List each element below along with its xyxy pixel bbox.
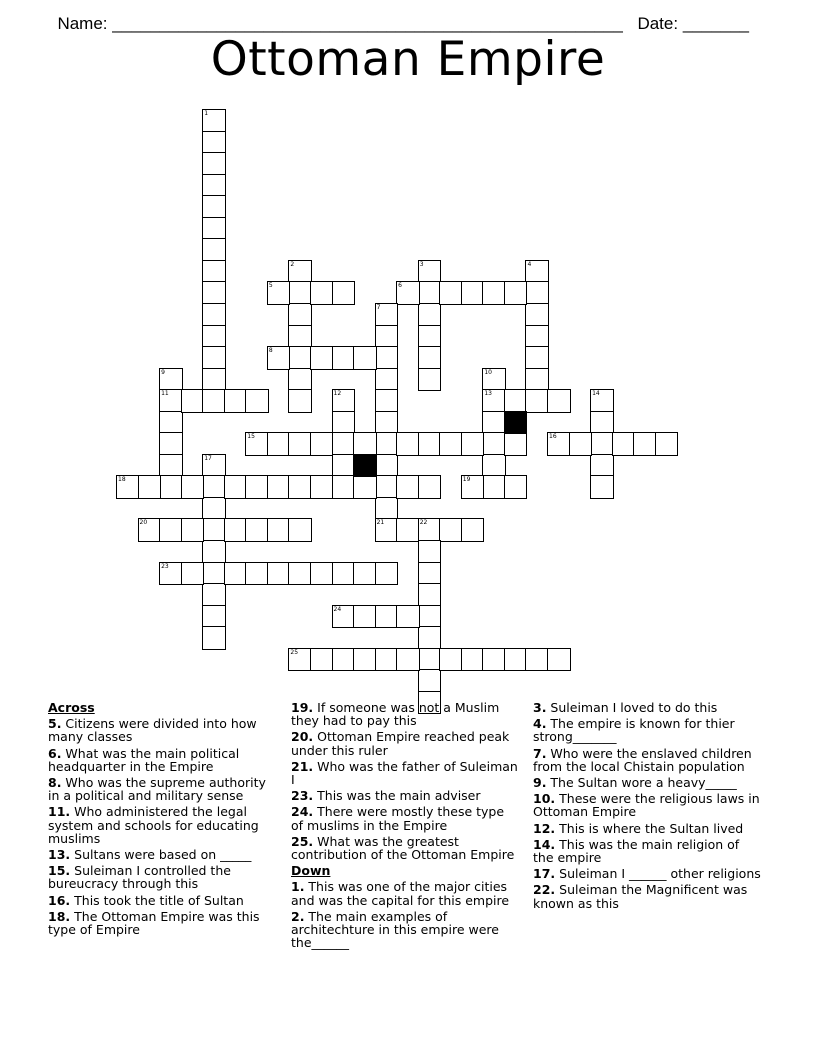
- grid-cell[interactable]: [245, 432, 269, 456]
- grid-cell[interactable]: [439, 281, 463, 305]
- clue-number: 11.: [48, 804, 71, 820]
- grid-cell[interactable]: [590, 432, 614, 456]
- grid-cell[interactable]: [267, 475, 291, 499]
- grid-cell[interactable]: [353, 346, 377, 370]
- clue-number: 24.: [291, 804, 314, 820]
- grid-cell[interactable]: [375, 346, 399, 370]
- clue-number: 12.: [533, 820, 556, 836]
- clue-item: [533, 701, 763, 714]
- grid-cell[interactable]: [159, 518, 183, 542]
- clue-item: [533, 883, 763, 909]
- grid-cell[interactable]: [332, 432, 356, 456]
- grid-cell[interactable]: [525, 346, 549, 370]
- grid-cell[interactable]: [612, 432, 636, 456]
- clue-text: Citizens were divided into how many classes: [48, 716, 257, 745]
- clue-text: What was the main political headquarter in the Empire: [48, 745, 240, 774]
- clue-number: 3: [419, 260, 424, 268]
- grid-cell[interactable]: [590, 475, 614, 499]
- grid-cell[interactable]: [245, 518, 269, 542]
- clue-item: [291, 880, 519, 906]
- grid-cell[interactable]: [439, 648, 463, 672]
- grid-cell[interactable]: [418, 432, 442, 456]
- clue-number: 9: [161, 368, 165, 376]
- grid-cell[interactable]: [375, 303, 399, 327]
- grid-cell[interactable]: [418, 368, 442, 392]
- clue-number: 1: [204, 110, 209, 117]
- grid-cell[interactable]: [181, 475, 205, 499]
- grid-cell[interactable]: [332, 475, 356, 499]
- clues-column-2: [291, 701, 519, 952]
- grid-cell[interactable]: [525, 303, 549, 327]
- clue-number: 21: [376, 519, 385, 527]
- grid-cell[interactable]: [202, 109, 226, 133]
- clue-number: 17.: [533, 866, 556, 882]
- grid-cell[interactable]: [375, 411, 399, 435]
- grid-cell[interactable]: [267, 346, 291, 370]
- clue-text: This took the title of Sultan: [70, 892, 244, 908]
- clue-item: [48, 894, 270, 907]
- grid-cell[interactable]: [332, 346, 356, 370]
- clue-number: 6.: [48, 745, 62, 761]
- grid-cell[interactable]: [590, 454, 614, 478]
- grid-cell[interactable]: [138, 518, 162, 542]
- clue-number: 8: [268, 347, 273, 355]
- grid-cell[interactable]: [418, 562, 442, 586]
- grid-cell[interactable]: [267, 281, 291, 305]
- clue-text: The main examples of architechture in this empire were the______: [291, 908, 499, 951]
- clue-item: [291, 789, 519, 802]
- grid-cell[interactable]: [310, 281, 334, 305]
- grid-cell[interactable]: [525, 389, 549, 413]
- grid-cell[interactable]: [375, 368, 399, 392]
- grid-cell[interactable]: [159, 389, 183, 413]
- grid-cell[interactable]: [310, 648, 334, 672]
- grid-cell[interactable]: [202, 389, 226, 413]
- grid-cell[interactable]: [590, 389, 614, 413]
- clue-text: Sultans were based on _____: [70, 847, 252, 863]
- clue-text: There were mostly these type of muslims in the Empire: [291, 804, 505, 833]
- grid-cell[interactable]: [418, 303, 442, 327]
- grid-cell[interactable]: [547, 432, 571, 456]
- grid-block: [504, 411, 528, 435]
- grid-cell[interactable]: [310, 475, 334, 499]
- clue-item: [291, 805, 519, 831]
- clue-number: 23: [161, 562, 169, 570]
- clue-text: This was the main adviser: [313, 788, 481, 804]
- clue-item: [48, 805, 270, 845]
- grid-cell[interactable]: [288, 648, 312, 672]
- grid-cell[interactable]: [504, 432, 528, 456]
- clue-number: 19.: [291, 700, 314, 715]
- name-label: Name:: [57, 14, 113, 33]
- clue-number: 5: [268, 282, 273, 290]
- grid-cell[interactable]: [224, 389, 248, 413]
- grid-cell[interactable]: [181, 562, 205, 586]
- grid-cell[interactable]: [332, 389, 356, 413]
- clue-number: 16: [549, 433, 557, 441]
- grid-cell[interactable]: [288, 281, 312, 305]
- grid-cell[interactable]: [482, 432, 506, 456]
- clue-item: [48, 717, 270, 743]
- clue-text: The Ottoman Empire was this type of Empire: [48, 908, 260, 938]
- grid-cell[interactable]: [439, 518, 463, 542]
- grid-cell[interactable]: [181, 518, 205, 542]
- clue-text: This was the main religion of the empire: [533, 836, 740, 866]
- grid-cell[interactable]: [202, 174, 226, 198]
- grid-cell[interactable]: [202, 281, 226, 305]
- clue-text: Suleiman the Magnificent was known as this: [533, 882, 748, 911]
- clue-text: Who was the supreme authority in a political and military sense: [48, 775, 266, 804]
- grid-cell[interactable]: [202, 562, 226, 586]
- grid-cell[interactable]: [332, 281, 356, 305]
- grid-cell[interactable]: [288, 346, 312, 370]
- clue-text: The empire is known for thier strong_______: [533, 716, 735, 745]
- grid-cell[interactable]: [202, 131, 226, 155]
- grid-cell[interactable]: [202, 497, 226, 521]
- clue-number: 17: [204, 454, 212, 462]
- clue-number: 3.: [533, 700, 547, 715]
- clue-item: [48, 864, 270, 890]
- grid-cell[interactable]: [439, 432, 463, 456]
- grid-cell[interactable]: [418, 669, 442, 693]
- grid-cell[interactable]: [159, 368, 183, 392]
- grid-cell[interactable]: [202, 217, 226, 241]
- grid-cell[interactable]: [159, 454, 183, 478]
- grid-cell[interactable]: [418, 583, 442, 607]
- clue-text: These were the religious laws in Ottoman Empire: [533, 791, 760, 820]
- clue-number: 4.: [533, 716, 547, 732]
- clue-number: 7: [376, 303, 381, 311]
- clue-item: [533, 838, 763, 864]
- grid-cell[interactable]: [482, 475, 506, 499]
- grid-cell[interactable]: [418, 475, 442, 499]
- grid-cell[interactable]: [159, 562, 183, 586]
- clues-column-3: [533, 701, 763, 913]
- clue-number: 7.: [533, 745, 547, 761]
- clue-text: Ottoman Empire reached peak under this ruler: [291, 729, 510, 758]
- grid-cell[interactable]: [288, 325, 312, 349]
- grid-cell[interactable]: [461, 475, 485, 499]
- grid-cell[interactable]: [288, 303, 312, 327]
- clue-text: Who were the enslaved children from the local Chistain population: [533, 745, 752, 774]
- clue-item: [48, 848, 270, 861]
- grid-cell[interactable]: [288, 368, 312, 392]
- grid-cell[interactable]: [569, 432, 593, 456]
- grid-cell[interactable]: [288, 432, 312, 456]
- clue-item: [533, 776, 763, 789]
- grid-cell[interactable]: [525, 368, 549, 392]
- clue-number: 10: [484, 368, 492, 376]
- grid-cell[interactable]: [159, 432, 183, 456]
- grid-cell[interactable]: [396, 518, 420, 542]
- grid-cell[interactable]: [202, 303, 226, 327]
- clue-item: [291, 701, 519, 727]
- grid-cell[interactable]: [418, 626, 442, 650]
- grid-cell[interactable]: [202, 605, 226, 629]
- grid-cell[interactable]: [461, 648, 485, 672]
- grid-cell[interactable]: [461, 432, 485, 456]
- grid-cell[interactable]: [375, 605, 399, 629]
- grid-cell[interactable]: [224, 562, 248, 586]
- clue-text: Who administered the legal system and schools for educating muslims: [48, 804, 259, 846]
- clue-number: 19: [462, 476, 471, 484]
- clue-number: 11: [161, 390, 169, 398]
- clue-number: 14.: [533, 836, 556, 852]
- grid-cell[interactable]: [525, 325, 549, 349]
- grid-cell[interactable]: [482, 389, 506, 413]
- grid-cell[interactable]: [310, 432, 334, 456]
- clue-number: 5.: [48, 716, 62, 732]
- clue-number: 10.: [533, 791, 556, 807]
- clue-number: 24: [333, 605, 342, 613]
- grid-cell[interactable]: [655, 432, 679, 456]
- grid-cell[interactable]: [482, 281, 506, 305]
- grid-cell[interactable]: [267, 518, 291, 542]
- clue-item: [533, 717, 763, 743]
- grid-cell[interactable]: [245, 475, 269, 499]
- grid-cell[interactable]: [332, 454, 356, 478]
- grid-cell[interactable]: [396, 281, 420, 305]
- clue-text: This is where the Sultan lived: [555, 820, 744, 836]
- grid-cell[interactable]: [461, 281, 485, 305]
- grid-cell[interactable]: [353, 562, 377, 586]
- clue-item: [533, 747, 763, 773]
- grid-cell[interactable]: [375, 518, 399, 542]
- grid-cell[interactable]: [138, 475, 162, 499]
- name-blank[interactable]: ______________________________________________________: [112, 14, 623, 33]
- clue-number: 20: [139, 519, 148, 527]
- grid-cell[interactable]: [181, 389, 205, 413]
- grid-cell[interactable]: [418, 325, 442, 349]
- grid-cell[interactable]: [504, 648, 528, 672]
- grid-cell[interactable]: [418, 281, 442, 305]
- grid-cell[interactable]: [202, 346, 226, 370]
- grid-cell[interactable]: [418, 260, 442, 284]
- grid-cell[interactable]: [202, 518, 226, 542]
- grid-cell[interactable]: [202, 540, 226, 564]
- clue-item: [291, 835, 519, 861]
- clue-number: 4: [527, 260, 532, 268]
- grid-cell[interactable]: [288, 562, 312, 586]
- grid-cell[interactable]: [396, 475, 420, 499]
- grid-cell[interactable]: [332, 562, 356, 586]
- clue-number: 8.: [48, 775, 62, 791]
- grid-cell[interactable]: [224, 475, 248, 499]
- grid-cell[interactable]: [332, 411, 356, 435]
- grid-cell[interactable]: [525, 281, 549, 305]
- grid-cell[interactable]: [396, 605, 420, 629]
- grid-cell[interactable]: [353, 605, 377, 629]
- grid-cell[interactable]: [396, 648, 420, 672]
- clue-number: 18.: [48, 908, 71, 924]
- grid-cell[interactable]: [482, 411, 506, 435]
- clue-number: 22.: [533, 882, 556, 898]
- clue-item: [291, 910, 519, 950]
- clue-item: [533, 867, 763, 880]
- grid-cell[interactable]: [288, 389, 312, 413]
- grid-cell[interactable]: [310, 346, 334, 370]
- grid-cell[interactable]: [202, 152, 226, 176]
- clue-number: 23.: [291, 788, 314, 804]
- clue-item: [48, 910, 270, 936]
- grid-cell[interactable]: [525, 648, 549, 672]
- grid-cell[interactable]: [418, 648, 442, 672]
- grid-cell[interactable]: [353, 432, 377, 456]
- clue-number: 2: [290, 260, 295, 268]
- grid-cell[interactable]: [159, 475, 183, 499]
- clue-number: 13: [484, 390, 492, 398]
- clue-number: 1.: [291, 879, 305, 895]
- grid-cell[interactable]: [375, 497, 399, 521]
- grid-cell[interactable]: [116, 475, 140, 499]
- grid-cell[interactable]: [310, 562, 334, 586]
- grid-cell[interactable]: [375, 562, 399, 586]
- clue-number: 15: [247, 433, 255, 441]
- grid-cell[interactable]: [504, 475, 528, 499]
- clue-text: This was one of the major cities and was the capital for this empire: [291, 879, 510, 908]
- grid-cell[interactable]: [375, 432, 399, 456]
- clue-number: 15.: [48, 863, 71, 879]
- grid-cell[interactable]: [547, 389, 571, 413]
- clue-number: 16.: [48, 892, 71, 908]
- grid-cell[interactable]: [504, 281, 528, 305]
- grid-cell[interactable]: [224, 518, 248, 542]
- grid-cell[interactable]: [159, 411, 183, 435]
- clue-number: 12: [333, 390, 342, 398]
- clue-number: 6: [398, 282, 402, 290]
- grid-cell[interactable]: [267, 432, 291, 456]
- clue-item: [291, 760, 519, 786]
- clue-item: [48, 747, 270, 773]
- grid-cell[interactable]: [288, 475, 312, 499]
- grid-cell[interactable]: [633, 432, 657, 456]
- clue-number: 21.: [291, 758, 314, 774]
- grid-cell[interactable]: [288, 518, 312, 542]
- date-blank[interactable]: _______: [682, 14, 749, 33]
- grid-cell[interactable]: [482, 648, 506, 672]
- clue-number: 25.: [291, 833, 314, 849]
- clue-number: 25: [290, 648, 299, 656]
- grid-cell[interactable]: [375, 454, 399, 478]
- clue-item: [291, 730, 519, 756]
- clue-number: 18: [118, 476, 126, 484]
- clue-number: 22: [419, 519, 428, 527]
- clue-text: Suleiman I loved to do this: [546, 700, 718, 715]
- grid-cell[interactable]: [202, 475, 226, 499]
- clue-number: 13.: [48, 847, 71, 863]
- grid-cell[interactable]: [288, 260, 312, 284]
- clue-text: The Sultan wore a heavy_____: [546, 775, 737, 791]
- grid-cell[interactable]: [375, 389, 399, 413]
- clue-item: [533, 792, 763, 818]
- grid-cell[interactable]: [202, 454, 226, 478]
- clue-item: [533, 822, 763, 835]
- clue-number: 2.: [291, 908, 305, 924]
- grid-cell[interactable]: [461, 518, 485, 542]
- clue-number: 14: [592, 390, 600, 398]
- grid-cell[interactable]: [482, 368, 506, 392]
- grid-cell[interactable]: [202, 238, 226, 262]
- across_heading-heading: Across: [48, 700, 95, 715]
- grid-cell[interactable]: [245, 389, 269, 413]
- grid-cell[interactable]: [332, 648, 356, 672]
- grid-cell[interactable]: [396, 432, 420, 456]
- grid-cell[interactable]: [202, 260, 226, 284]
- grid-cell[interactable]: [202, 368, 226, 392]
- grid-cell[interactable]: [202, 325, 226, 349]
- grid-cell[interactable]: [353, 475, 377, 499]
- clue-text: Who was the father of Suleiman I: [291, 758, 518, 788]
- grid-cell[interactable]: [375, 648, 399, 672]
- grid-cell[interactable]: [418, 518, 442, 542]
- grid-cell[interactable]: [375, 325, 399, 349]
- clues-column-1: [48, 701, 270, 939]
- clue-number: 20.: [291, 729, 314, 745]
- grid-cell[interactable]: [353, 648, 377, 672]
- grid-cell[interactable]: [418, 605, 442, 629]
- clue-text: If someone was not a Muslim they had to pay this: [291, 700, 500, 729]
- grid-cell[interactable]: [245, 562, 269, 586]
- grid-cell[interactable]: [547, 648, 571, 672]
- page-title: Ottoman Empire: [210, 32, 606, 87]
- grid-cell[interactable]: [375, 475, 399, 499]
- clue-text: Suleiman I ______ other religions: [555, 866, 761, 882]
- grid-cell[interactable]: [482, 454, 506, 478]
- grid-block: [353, 454, 377, 478]
- grid-cell[interactable]: [590, 411, 614, 435]
- grid-cell[interactable]: [202, 195, 226, 219]
- grid-cell[interactable]: [525, 260, 549, 284]
- grid-cell[interactable]: [202, 626, 226, 650]
- grid-cell[interactable]: [504, 389, 528, 413]
- clue-item: [48, 776, 270, 802]
- grid-cell[interactable]: [332, 605, 356, 629]
- date-label: Date:: [637, 14, 683, 33]
- grid-cell[interactable]: [267, 562, 291, 586]
- grid-cell[interactable]: [202, 583, 226, 607]
- clue-text: What was the greatest contribution of the Ottoman Empire: [291, 833, 515, 863]
- clue-text: Suleiman I controlled the bureucracy through this: [48, 863, 231, 892]
- grid-cell[interactable]: [418, 540, 442, 564]
- clue-number: 9.: [533, 775, 547, 791]
- grid-cell[interactable]: [418, 346, 442, 370]
- down_heading-heading: Down: [291, 863, 331, 879]
